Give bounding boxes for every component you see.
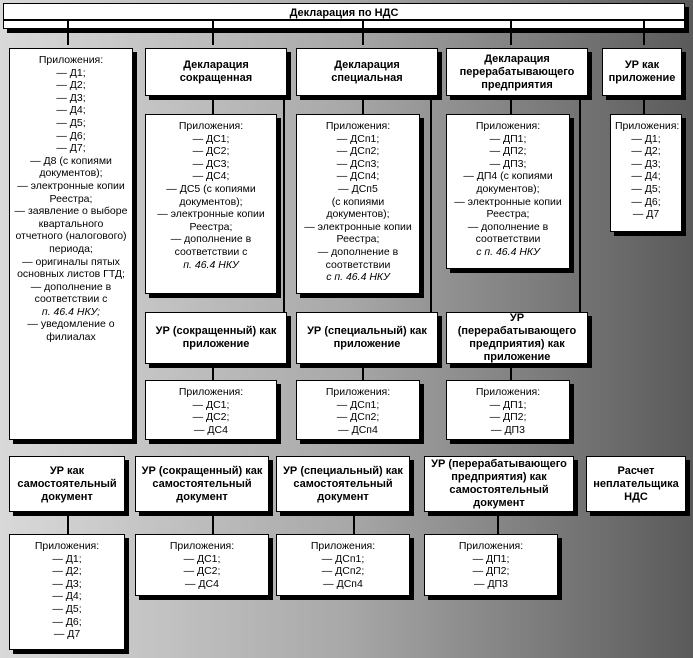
appendix-item: — ДП3;: [489, 157, 527, 170]
special-declaration-appendices: [296, 114, 420, 294]
appendix-item: — ДС4: [185, 577, 219, 590]
appendix-item: — Д6;: [631, 195, 661, 208]
appendix-item: — ДП2;: [489, 145, 527, 158]
ur-processing-standalone-header: [424, 456, 574, 512]
appendix-item: — ДП3: [491, 423, 525, 436]
reduced-declaration-appendices: [145, 114, 277, 294]
appendix-item: — Д2;: [52, 565, 82, 578]
appendix-item: — Д4;: [52, 590, 82, 603]
appendix-item: — ДП2;: [489, 411, 527, 424]
appendix-item: Приложения:: [325, 386, 391, 398]
appendix-item: — ДСп3;: [336, 157, 380, 170]
appendix-item: — ДС1;: [192, 398, 230, 411]
appendix-item: — Д8 (с копиями документов);: [30, 154, 112, 180]
appendix-item: — уведомление о филиалах: [27, 318, 115, 344]
ur-standalone-header: [9, 456, 125, 512]
connector-line: [67, 21, 69, 45]
connector-line: [212, 21, 214, 45]
appendix-item: — дополнение в соответствии с: [30, 280, 112, 306]
appendix-item: Приложения:: [458, 540, 524, 552]
connector-line: [497, 512, 499, 534]
processing-ur-app-header-text: УР (перерабатывающего предприятия) как приложение: [457, 312, 577, 363]
appendix-item: — дополнение в соответствии с: [170, 233, 252, 258]
special-declaration-header-text: Декларация специальная: [331, 59, 403, 84]
appendix-item: Приложения:: [325, 120, 391, 132]
appendix-item: — Д3;: [52, 577, 82, 590]
special-ur-app-header-text: УР (специальный) как приложение: [307, 325, 427, 350]
reduced-ur-app-header: [145, 312, 287, 364]
processing-declaration-appendices: [446, 114, 570, 269]
appendix-item: — Д1;: [52, 552, 82, 565]
appendix-item: — ДС1;: [192, 132, 230, 145]
special-ur-app-header: [296, 312, 438, 364]
appendix-item: — электронные копии Реестра;: [304, 220, 412, 246]
appendix-item: — ДП1;: [472, 552, 510, 565]
ur-app-header: [602, 48, 682, 96]
appendix-item: — ДСп2;: [336, 145, 380, 158]
processing-declaration-header: [446, 48, 588, 96]
appendix-item: — ДП2;: [472, 565, 510, 578]
appendix-item: — ДС4: [194, 423, 228, 436]
appendix-item: с п. 46.4 НКУ: [476, 245, 540, 258]
reduced-declaration-header-text: Декларация сокращенная: [179, 59, 253, 84]
diagram-title: [3, 3, 685, 29]
appendix-item: — ДС2;: [183, 565, 221, 578]
appendix-item: — электронные копии Реестра;: [454, 195, 562, 221]
appendix-item: п. 46.4 НКУ: [183, 258, 239, 271]
appendix-item: — Д3;: [56, 91, 86, 104]
appendix-item: — ДСп1;: [336, 398, 380, 411]
appendix-item: — электронные копии Реестра;: [157, 208, 265, 233]
appendix-item: Приложения:: [178, 120, 244, 132]
appendix-item: — Д3;: [631, 157, 661, 170]
appendix-item: — Д6;: [52, 615, 82, 628]
reduced-declaration-header: [145, 48, 287, 96]
ur-special-standalone-appendices: [276, 534, 410, 596]
ur-standalone-appendices: [9, 534, 125, 650]
appendix-item: — ДСп2;: [336, 411, 380, 424]
connector-line: [362, 96, 364, 114]
ur-processing-standalone-header-text: УР (перерабатывающего предприятия) как самостоятельный документ: [431, 458, 567, 509]
connector-line: [430, 96, 432, 312]
appendix-item: Приложения:: [475, 386, 541, 398]
appendix-item: Приложения:: [38, 54, 104, 66]
appendix-item: — ДП1;: [489, 132, 527, 145]
appendix-item: — ДС1;: [183, 552, 221, 565]
appendix-item: — ДСп5: [338, 182, 378, 195]
appendix-item: — ДСп1;: [321, 552, 365, 565]
connector-line: [510, 364, 512, 380]
appendix-item: — Д4;: [56, 104, 86, 117]
appendix-item: — ДС5 (с копиями документов);: [166, 182, 256, 208]
processing-ur-app-header: [446, 312, 588, 364]
appendix-item: — Д7: [53, 628, 81, 641]
appendix-item: — заявление о выборе квартального отчетного (налогового) периода;: [14, 205, 128, 255]
appendix-item: — Д6;: [56, 129, 86, 142]
connector-line: [579, 96, 581, 312]
appendix-item: (с копиями документов);: [326, 195, 390, 221]
reduced-ur-app-appendices: [145, 380, 277, 440]
ur-processing-standalone-appendices: [424, 534, 558, 596]
appendix-item: — ДСп4: [338, 423, 378, 436]
appendix-item: — Д7;: [56, 142, 86, 155]
appendix-item: — Д1;: [56, 66, 86, 79]
appendix-item: Приложения:: [169, 540, 235, 552]
appendix-item: — Д2;: [631, 145, 661, 158]
ur-app-header-text: УР как приложение: [608, 59, 676, 84]
appendix-item: — ДС4;: [192, 170, 230, 183]
connector-line: [212, 96, 214, 114]
appendix-item: Приложения:: [475, 120, 541, 132]
appendix-item: — Д2;: [56, 79, 86, 92]
appendix-item: — ДС2;: [192, 411, 230, 424]
appendix-item: — Д1;: [631, 132, 661, 145]
ur-app-appendices: [610, 114, 682, 232]
appendix-item: п. 46.4 НКУ;: [41, 305, 101, 318]
appendix-item: с п. 46.4 НКУ: [326, 271, 390, 284]
ur-special-standalone-header-text: УР (специальный) как самостоятельный документ: [283, 464, 403, 503]
appendix-item: — Д5;: [56, 116, 86, 129]
special-ur-app-appendices: [296, 380, 420, 440]
appendix-item: — оригиналы пятых основных листов ГТД;: [17, 255, 125, 281]
special-declaration-header: [296, 48, 438, 96]
appendix-item: Приложения:: [615, 120, 680, 132]
appendix-item: — дополнение в соответствии: [317, 245, 399, 271]
connector-line: [353, 512, 355, 534]
connector-line: [283, 96, 285, 312]
diagram-title-text: Декларация по НДС: [289, 7, 399, 19]
payer-calc-header: [586, 456, 686, 512]
appendix-item: Приложения:: [310, 540, 376, 552]
connector-line: [362, 364, 364, 380]
connector-line: [212, 512, 214, 534]
connector-line: [212, 364, 214, 380]
appendix-item: — Д5;: [631, 182, 661, 195]
reduced-ur-app-header-text: УР (сокращенный) как приложение: [155, 325, 277, 350]
processing-declaration-header-text: Декларация перерабатывающего предприятия: [459, 52, 575, 91]
connector-line: [67, 512, 69, 534]
appendix-item: — ДП4 (с копиями документов);: [463, 170, 553, 195]
appendix-item: — дополнение в соответствии: [467, 220, 549, 246]
appendix-item: — ДС2;: [192, 145, 230, 158]
appendix-item: Приложения:: [178, 386, 244, 398]
connector-line: [510, 21, 512, 45]
appendix-item: — электронные копии Реестра;: [17, 179, 125, 205]
appendix-item: Приложения:: [34, 540, 100, 552]
connector-line: [643, 96, 645, 114]
declaration-appendices-list: [9, 48, 133, 440]
appendix-item: — ДС3;: [192, 157, 230, 170]
ur-reduced-standalone-header: [135, 456, 269, 512]
appendix-item: — ДП1;: [489, 398, 527, 411]
appendix-item: — ДСп1;: [336, 132, 380, 145]
title-connector-bar: [4, 19, 684, 21]
ur-reduced-standalone-header-text: УР (сокращенный) как самостоятельный документ: [141, 464, 263, 503]
appendix-item: — ДСп4;: [336, 170, 380, 183]
appendix-item: — Д4;: [631, 170, 661, 183]
connector-line: [643, 21, 645, 45]
appendix-item: — ДСп2;: [321, 565, 365, 578]
appendix-item: — ДП3: [474, 577, 508, 590]
ur-standalone-header-text: УР как самостоятельный документ: [17, 464, 117, 503]
appendix-item: — Д5;: [52, 602, 82, 615]
ur-reduced-standalone-appendices: [135, 534, 269, 596]
connector-line: [510, 96, 512, 114]
appendix-item: — ДСп4: [323, 577, 363, 590]
connector-line: [362, 21, 364, 45]
payer-calc-header-text: Расчет неплательщика НДС: [593, 464, 679, 503]
processing-ur-app-appendices: [446, 380, 570, 440]
ur-special-standalone-header: [276, 456, 410, 512]
appendix-item: — Д7: [632, 208, 660, 221]
